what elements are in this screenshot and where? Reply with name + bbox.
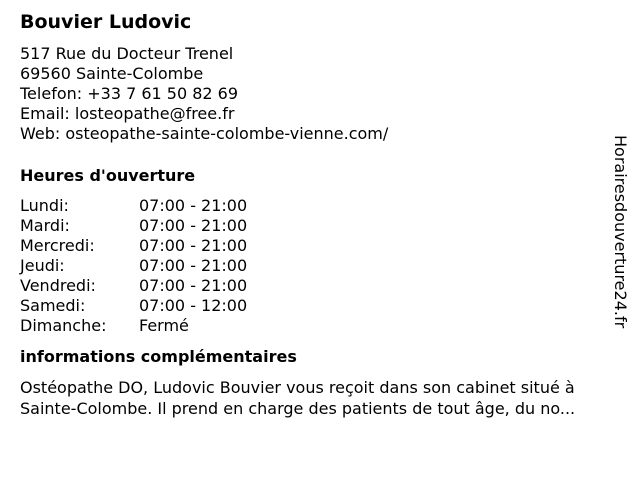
website-line: Web: osteopathe-sainte-colombe-vienne.com/	[20, 124, 389, 143]
hours-row-saturday	[20, 296, 620, 316]
site-watermark: Horairesdouverture24.fr	[611, 135, 630, 329]
hours-time: 07:00 - 21:00	[139, 216, 248, 235]
info-description: Ostéopathe DO, Ludovic Bouvier vous reçoit dans son cabinet situé à Sainte-Colombe. Il prend en charge des patients de tout âge, du no...	[20, 378, 576, 418]
hours-row-thursday	[20, 256, 620, 276]
address-street: 517 Rue du Docteur Trenel	[20, 44, 234, 63]
hours-row-friday	[20, 276, 620, 296]
hours-day: Mercredi:	[20, 236, 95, 255]
hours-time: 07:00 - 12:00	[139, 296, 248, 315]
hours-row-monday	[20, 196, 620, 216]
hours-day: Mardi:	[20, 216, 70, 235]
hours-row-wednesday	[20, 236, 620, 256]
hours-time: 07:00 - 21:00	[139, 196, 248, 215]
address-city: 69560 Sainte-Colombe	[20, 64, 204, 83]
hours-day: Samedi:	[20, 296, 86, 315]
hours-day: Vendredi:	[20, 276, 96, 295]
business-name: Bouvier Ludovic	[20, 11, 192, 33]
hours-day: Jeudi:	[20, 256, 65, 275]
business-card	[20, 10, 620, 419]
hours-table	[20, 196, 620, 336]
hours-day: Lundi:	[20, 196, 69, 215]
hours-time: 07:00 - 21:00	[139, 236, 248, 255]
email-line: Email: losteopathe@free.fr	[20, 104, 235, 123]
hours-row-sunday	[20, 316, 620, 336]
hours-time: Fermé	[139, 316, 189, 335]
hours-day: Dimanche:	[20, 316, 107, 335]
hours-row-tuesday	[20, 216, 620, 236]
hours-time: 07:00 - 21:00	[139, 276, 248, 295]
hours-time: 07:00 - 21:00	[139, 256, 248, 275]
hours-title: Heures d'ouverture	[20, 166, 196, 185]
phone-line: Telefon: +33 7 61 50 82 69	[20, 84, 239, 103]
info-title: informations complémentaires	[20, 347, 297, 366]
